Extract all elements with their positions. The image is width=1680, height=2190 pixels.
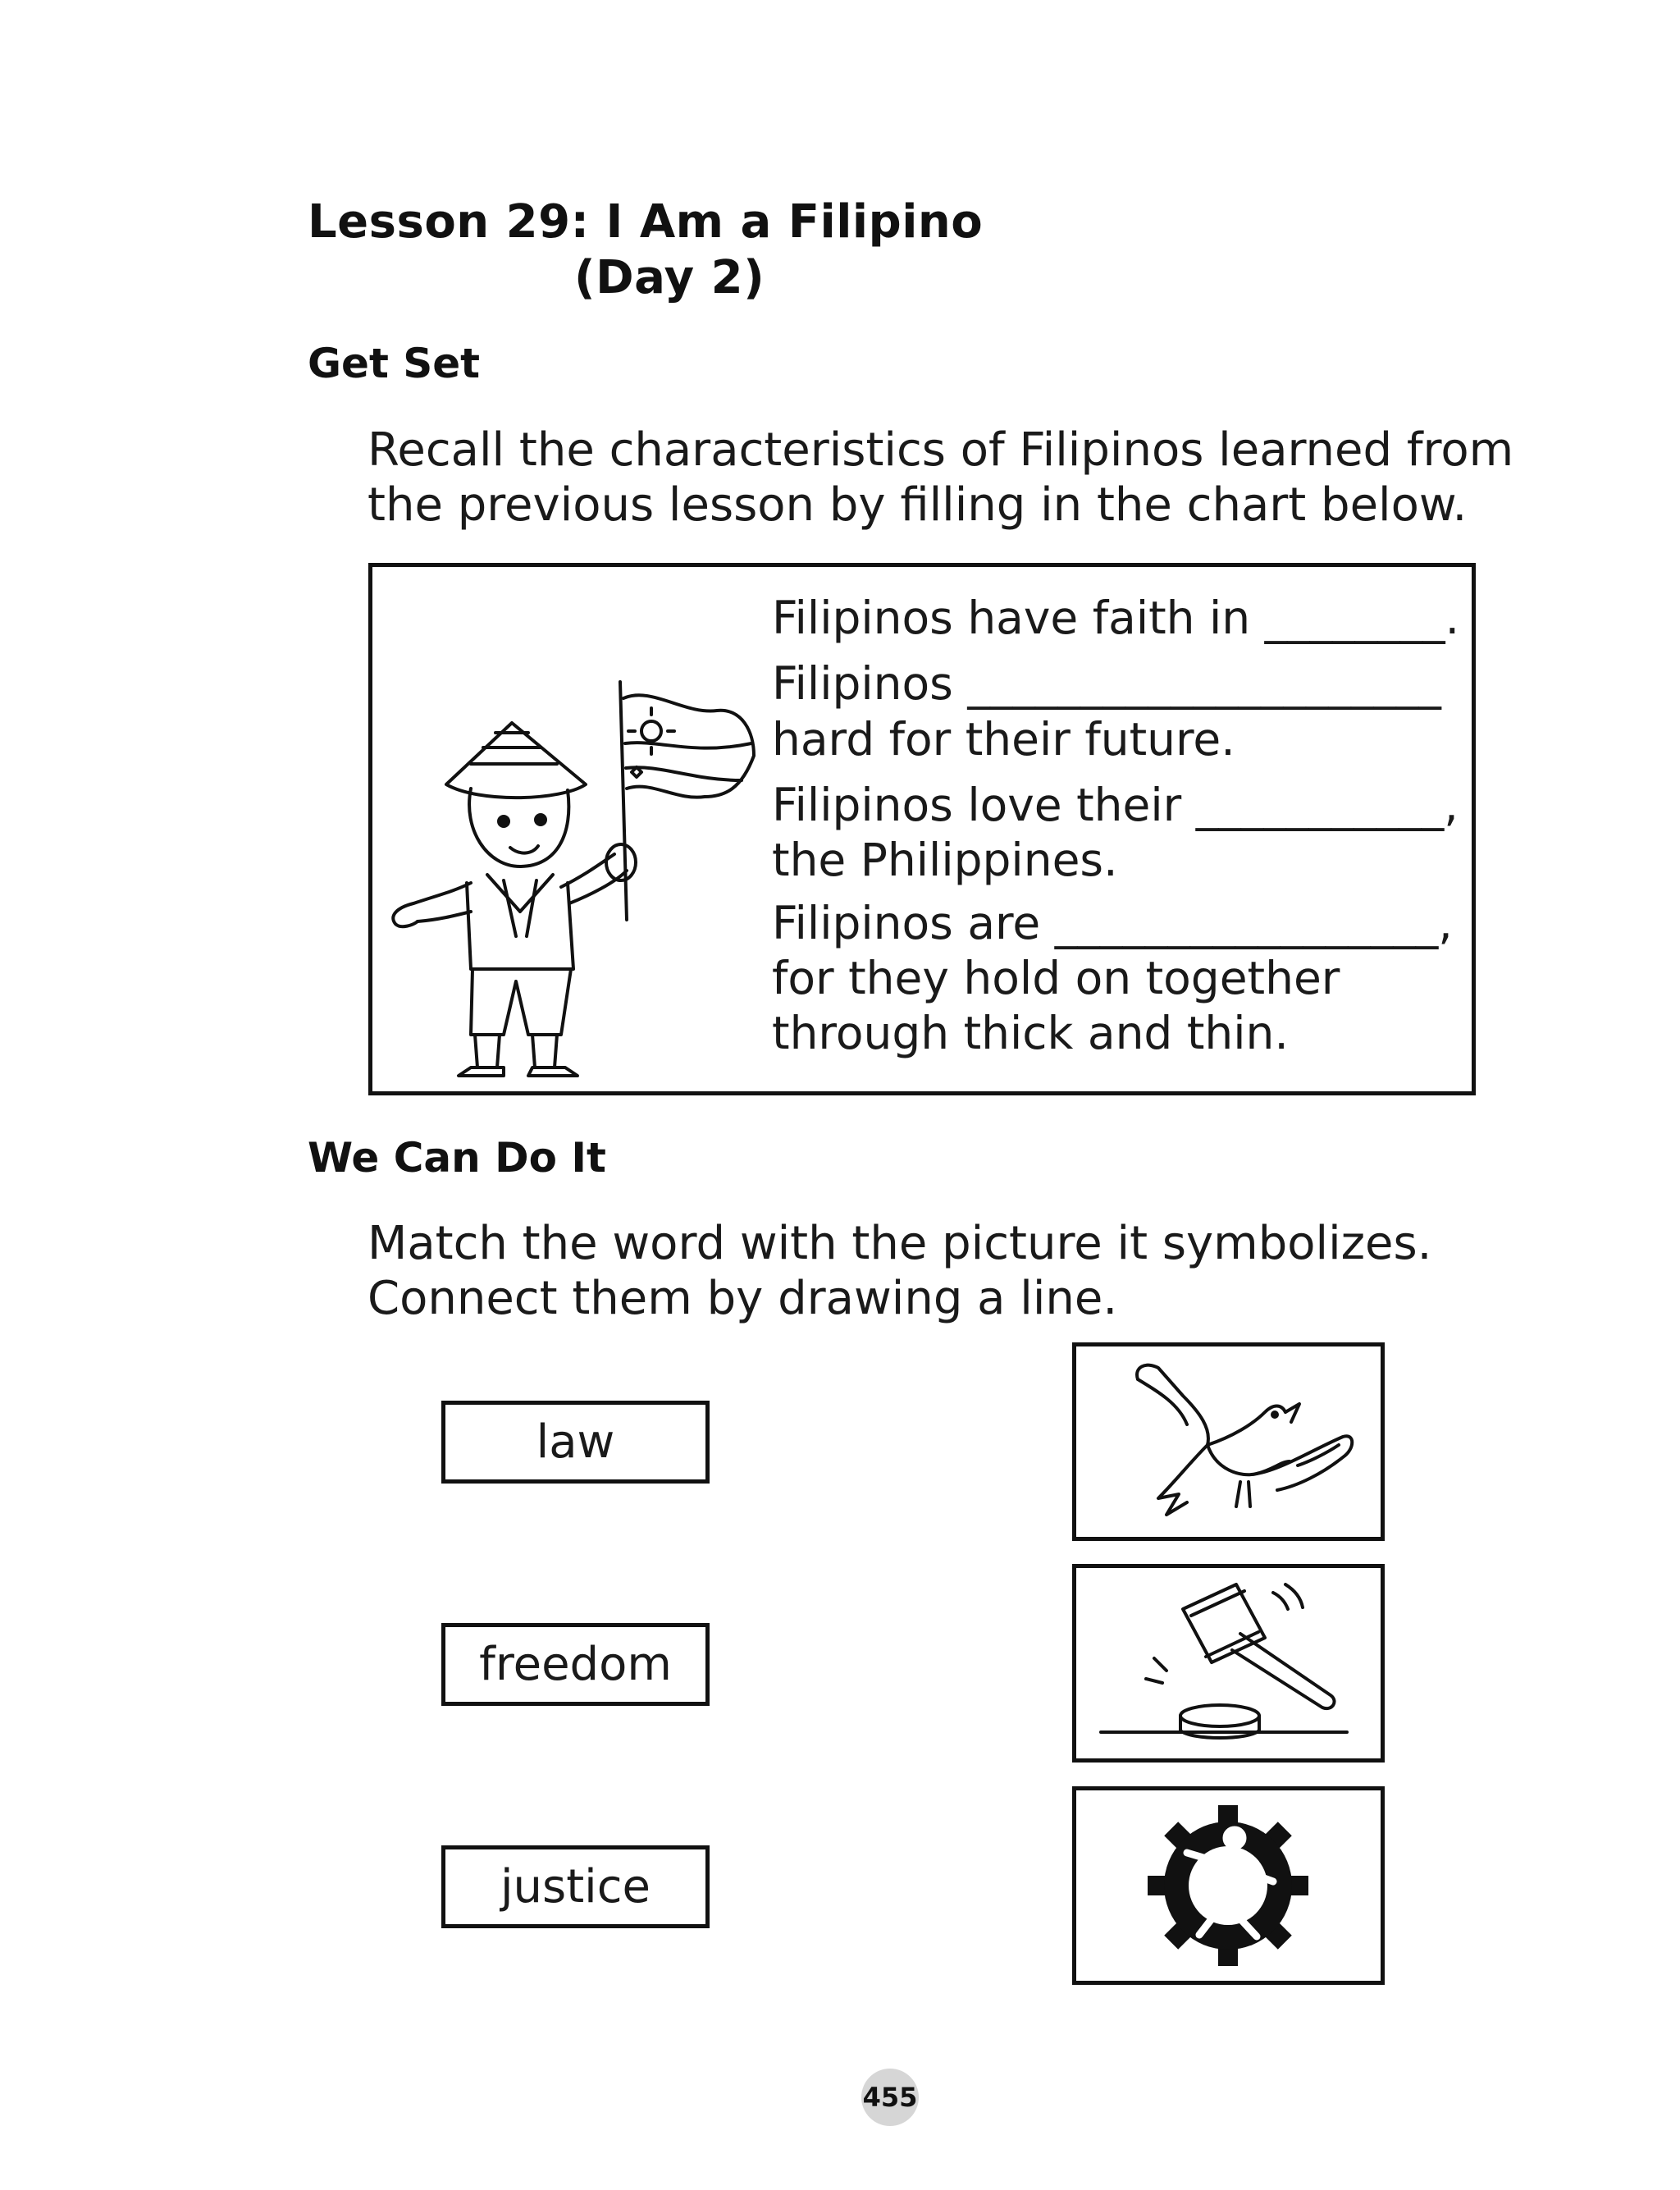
chart-line-3: hard for their future.: [772, 713, 1235, 766]
picture-box-bird[interactable]: [1072, 1342, 1385, 1541]
get-set-instruction-2: the previous lesson by filling in the chart below.: [368, 478, 1468, 532]
page-number: 455: [861, 2069, 919, 2126]
word-box-freedom[interactable]: freedom: [441, 1623, 710, 1706]
chart-line-7: for they hold on together: [772, 952, 1340, 1004]
chart-line-2: Filipinos _____________________: [772, 657, 1441, 710]
we-can-do-it-instruction-2: Connect them by drawing a line.: [368, 1272, 1118, 1325]
bird-icon: [1076, 1346, 1381, 1537]
chart-line-6: Filipinos are _________________,: [772, 897, 1453, 949]
person-in-gear-icon: [1076, 1790, 1381, 1981]
word-box-justice[interactable]: justice: [441, 1845, 710, 1928]
chart-line-4: Filipinos love their ___________,: [772, 779, 1459, 831]
we-can-do-it-instruction-1: Match the word with the picture it symbolizes.: [368, 1217, 1432, 1270]
chart-line-8: through thick and thin.: [772, 1007, 1289, 1059]
get-set-heading: Get Set: [308, 340, 481, 387]
word-box-law[interactable]: law: [441, 1401, 710, 1484]
picture-box-gavel[interactable]: [1072, 1564, 1385, 1763]
lesson-title-line1: Lesson 29: I Am a Filipino: [308, 195, 984, 249]
chart-line-5: the Philippines.: [772, 834, 1118, 886]
chart-line-1: Filipinos have faith in ________.: [772, 592, 1460, 644]
we-can-do-it-heading: We Can Do It: [308, 1134, 606, 1182]
gavel-icon: [1076, 1568, 1381, 1758]
boy-waving-flag-icon: [381, 665, 766, 1092]
characteristics-chart: [368, 563, 1476, 1095]
picture-box-person-in-gear[interactable]: [1072, 1786, 1385, 1985]
get-set-instruction-1: Recall the characteristics of Filipinos learned from: [368, 423, 1514, 477]
lesson-title-line2: (Day 2): [574, 251, 765, 304]
